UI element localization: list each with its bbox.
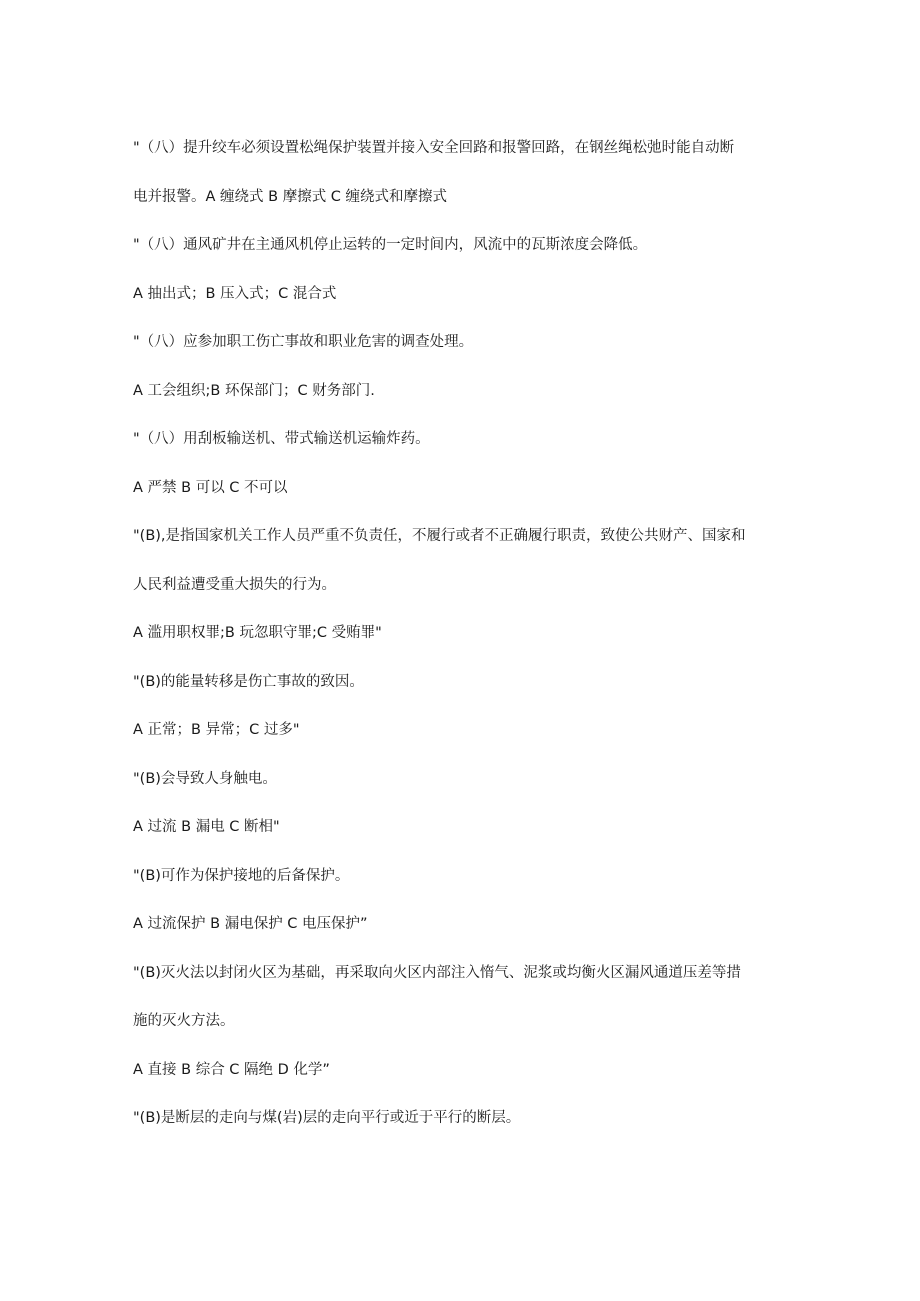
question-line-17: A 过流保护 B 漏电保护 C 电压保护”: [133, 916, 368, 932]
question-line-19: 施的灭火方法。: [133, 1013, 235, 1029]
question-line-11: A 滥用职权罪;B 玩忽职守罪;C 受贿罪": [133, 625, 382, 641]
question-line-7: "（八）用刮板输送机、带式输送机运输炸药。: [133, 431, 430, 447]
question-line-10: 人民利益遭受重大损失的行为。: [133, 576, 336, 593]
question-line-5: "（八）应参加职工伤亡事故和职业危害的调查处理。: [133, 334, 474, 350]
question-line-13: A 正常；B 异常；C 过多": [133, 722, 300, 738]
question-line-8: A 严禁 B 可以 C 不可以: [133, 479, 288, 496]
question-line-6: A 工会组织;B 环保部门；C 财务部门.: [133, 382, 375, 399]
question-line-14: "(B)会导致人身触电。: [133, 770, 277, 787]
question-line-16: "(B)可作为保护接地的后备保护。: [133, 867, 350, 884]
question-line-3: "（八）通风矿井在主通风机停止运转的一定时间内，风流中的瓦斯浓度会降低。: [133, 237, 648, 253]
question-line-4: A 抽出式；B 压入式；C 混合式: [133, 285, 337, 302]
question-line-9: "(B),是指国家机关工作人员严重不负责任，不履行或者不正确履行职责，致使公共财产、国家和: [133, 528, 746, 544]
question-line-2: 电并报警。A 缠绕式 B 摩擦式 C 缠绕式和摩擦式: [133, 188, 448, 205]
question-line-12: "(B)的能量转移是伤亡事故的致因。: [133, 673, 364, 690]
question-line-15: A 过流 B 漏电 C 断相": [133, 819, 280, 835]
question-line-21: "(B)是断层的走向与煤(岩)层的走向平行或近于平行的断层。: [133, 1110, 521, 1126]
question-line-1: "（八）提升绞车必须设置松绳保护装置并接入安全回路和报警回路，在钢丝绳松弛时能自动断: [133, 140, 735, 156]
question-line-18: "(B)灭火法以封闭火区为基础，再采取向火区内部注入惰气、泥浆或均衡火区漏风通道压差等措: [133, 964, 741, 981]
question-line-20: A 直接 B 综合 C 隔绝 D 化学”: [133, 1061, 330, 1078]
document-body: [133, 124, 793, 1143]
